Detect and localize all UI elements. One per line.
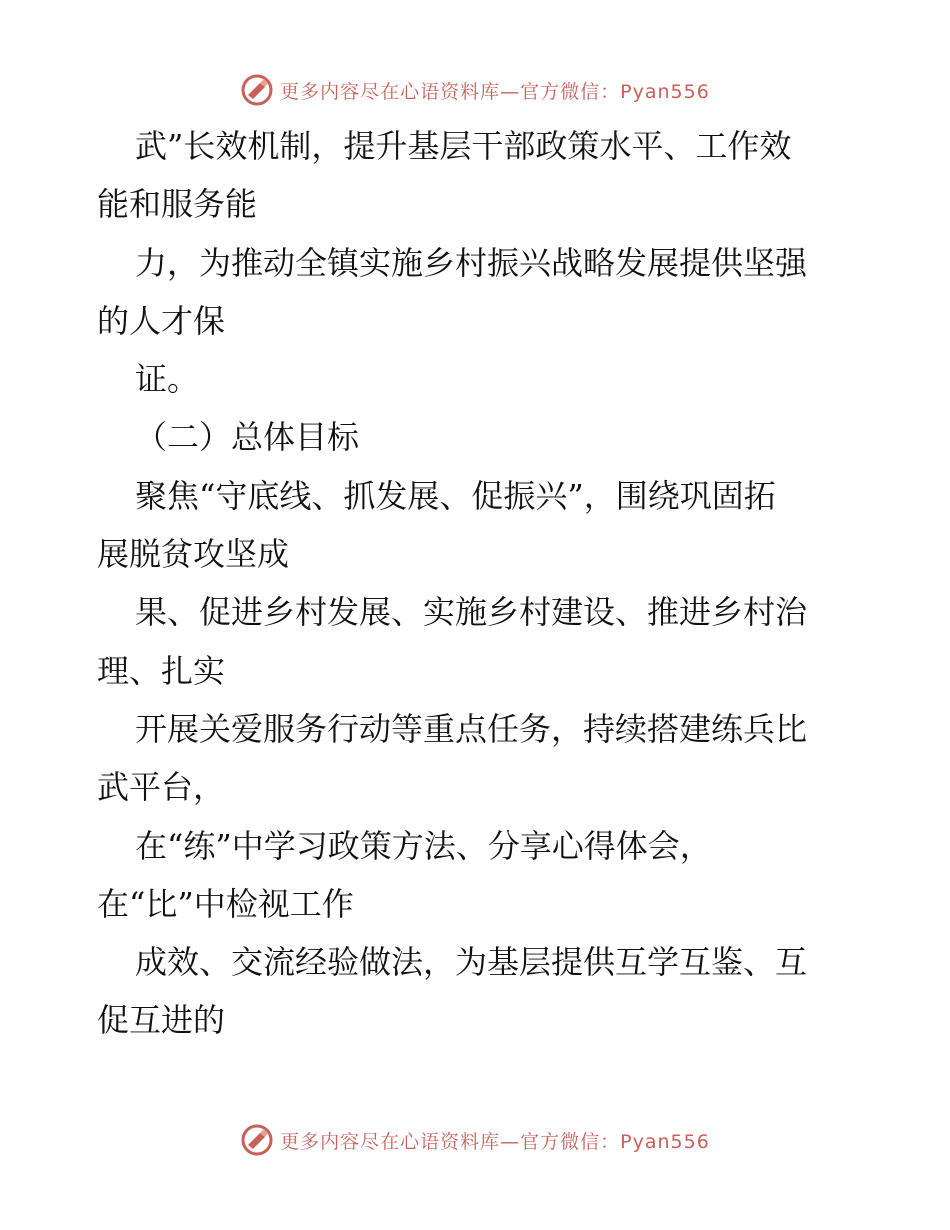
footer-watermark	[0, 1120, 950, 1160]
text-line-3: 力，为推动全镇实施乡村振兴战略发展提供坚强	[135, 243, 808, 282]
text-line-7: 聚焦“守底线、抓发展、促振兴”，围绕巩固拓	[135, 476, 776, 515]
section-heading: （二）总体目标	[135, 418, 360, 457]
text-line-13: 在“练”中学习政策方法、分享心得体会，	[135, 826, 712, 865]
text-line-4: 的人才保	[97, 301, 226, 340]
text-line-14: 在“比”中检视工作	[97, 884, 354, 923]
text-line-1: 武”长效机制，提升基层干部政策水平、工作效	[135, 127, 792, 165]
watermark-text: 更多内容尽在心语资料库—官方微信：Pyan556	[280, 1130, 710, 1153]
watermark-text: 更多内容尽在心语资料库—官方微信：Pyan556	[280, 80, 710, 103]
text-line-8: 展脱贫攻坚成	[97, 535, 290, 574]
text-line-12: 武平台，	[97, 768, 226, 807]
text-line-10: 理、扎实	[97, 651, 226, 690]
text-line-15: 成效、交流经验做法，为基层提供互学互鉴、互	[135, 943, 808, 982]
text-line-5: 证。	[135, 360, 200, 399]
header-watermark	[0, 70, 950, 110]
text-line-2: 能和服务能	[97, 185, 258, 224]
text-line-11: 开展关爱服务行动等重点任务，持续搭建练兵比	[135, 709, 808, 748]
text-line-9: 果、促进乡村发展、实施乡村建设、推进乡村治	[135, 593, 808, 632]
document-body	[97, 117, 857, 1050]
watermark-logo-icon	[240, 73, 274, 107]
watermark-logo-icon	[240, 1123, 274, 1157]
text-line-16: 促互进的	[97, 1001, 226, 1040]
